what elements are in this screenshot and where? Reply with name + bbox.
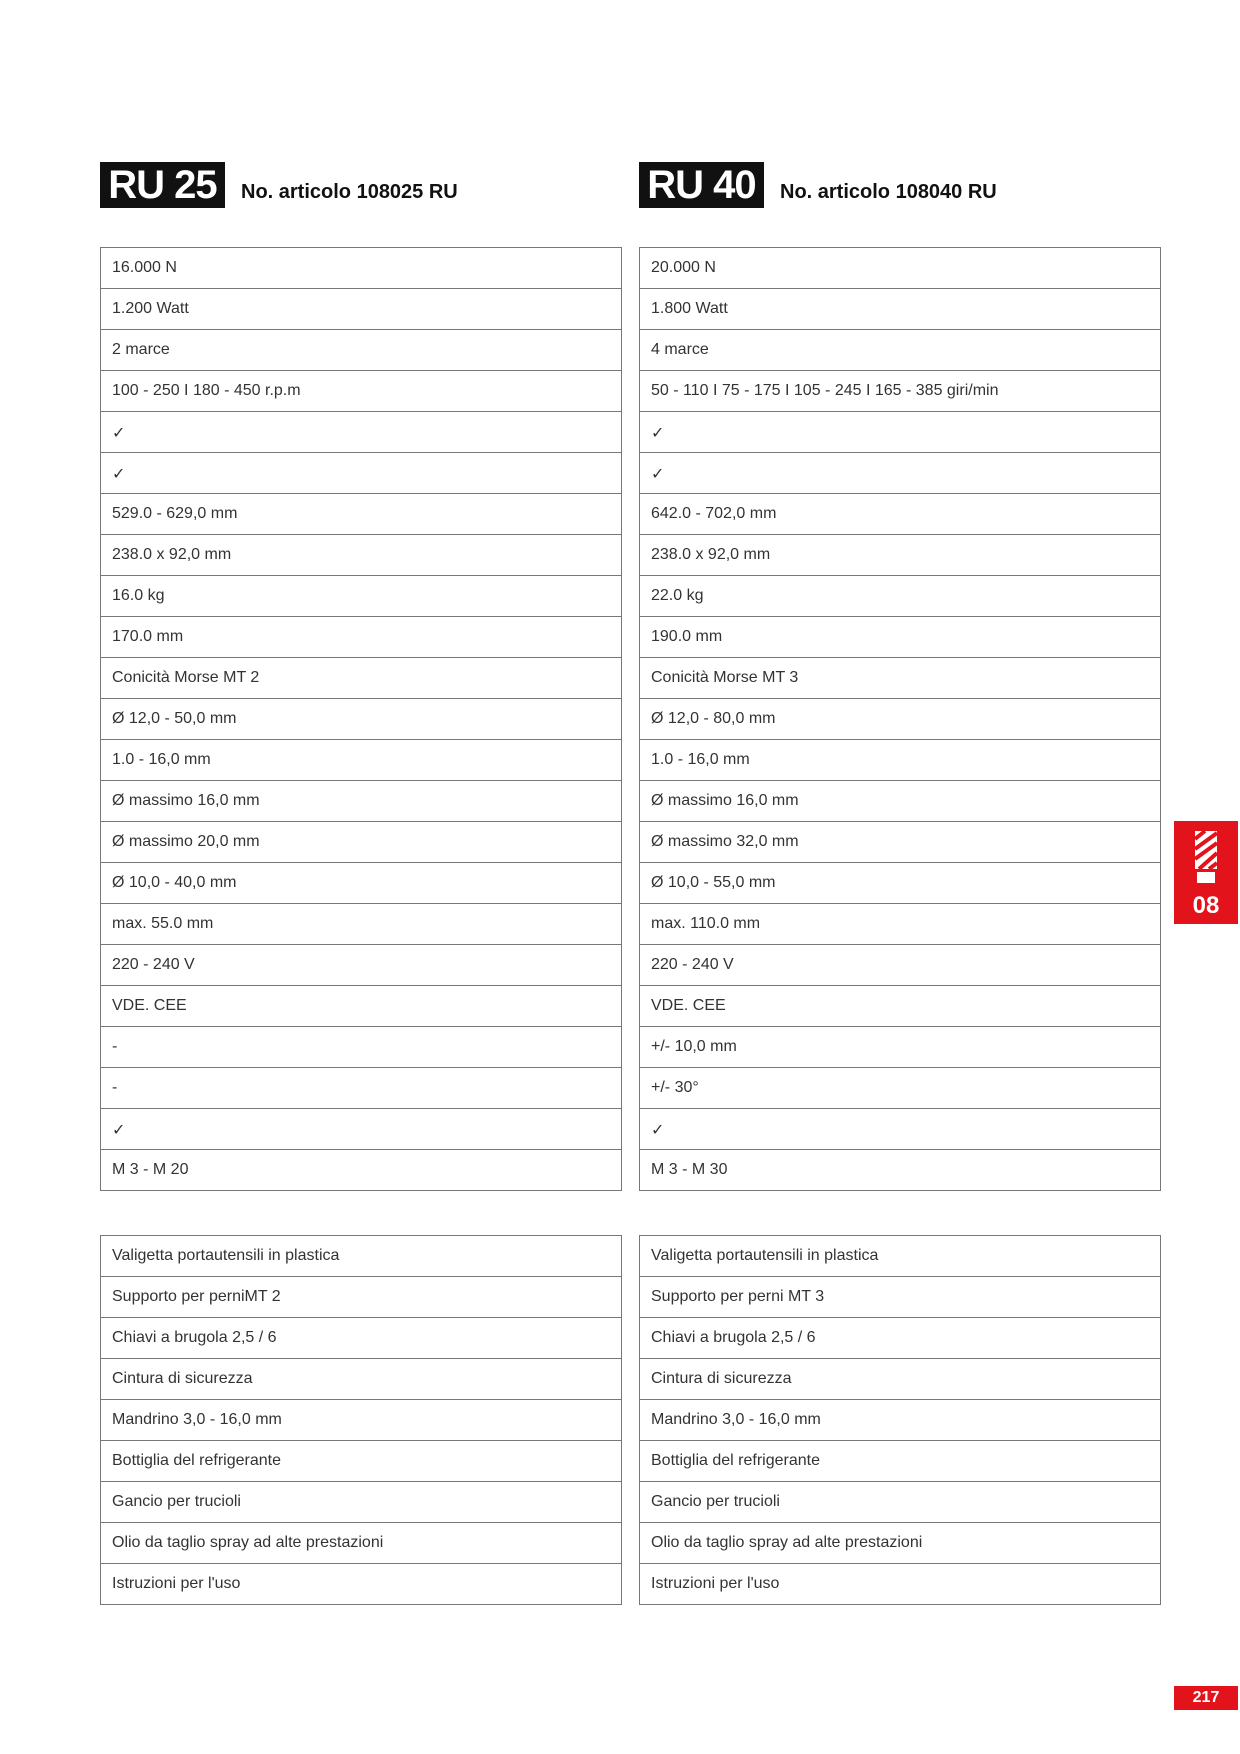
accessory-item: Bottiglia del refrigerante bbox=[640, 1441, 1161, 1482]
accessory-item: Bottiglia del refrigerante bbox=[101, 1441, 622, 1482]
spec-row bbox=[640, 945, 1161, 986]
spec-value: 4 marce bbox=[640, 330, 1161, 371]
spec-value: 238.0 x 92,0 mm bbox=[640, 535, 1161, 576]
spec-value: 642.0 - 702,0 mm bbox=[640, 494, 1161, 535]
spec-value: - bbox=[101, 1027, 622, 1068]
spec-row bbox=[640, 658, 1161, 699]
spec-row bbox=[101, 330, 622, 371]
accessory-row bbox=[640, 1441, 1161, 1482]
spec-row bbox=[101, 699, 622, 740]
spec-row bbox=[640, 986, 1161, 1027]
spec-value: Ø 12,0 - 80,0 mm bbox=[640, 699, 1161, 740]
article-number: No. articolo 108025 RU bbox=[241, 181, 458, 203]
spec-value: 220 - 240 V bbox=[101, 945, 622, 986]
accessory-row bbox=[640, 1523, 1161, 1564]
check-icon: ✓ bbox=[640, 412, 1161, 453]
spec-value: 190.0 mm bbox=[640, 617, 1161, 658]
accessory-item: Cintura di sicurezza bbox=[101, 1359, 622, 1400]
accessory-row bbox=[640, 1482, 1161, 1523]
accessory-item: Istruzioni per l'uso bbox=[101, 1564, 622, 1605]
spec-row bbox=[101, 1068, 622, 1109]
accessory-item: Gancio per trucioli bbox=[640, 1482, 1161, 1523]
spec-value: 50 - 110 I 75 - 175 I 105 - 245 I 165 - 385 giri/min bbox=[640, 371, 1161, 412]
spec-value: 20.000 N bbox=[640, 248, 1161, 289]
accessory-item: Chiavi a brugola 2,5 / 6 bbox=[101, 1318, 622, 1359]
spec-row bbox=[101, 863, 622, 904]
article-number: No. articolo 108040 RU bbox=[780, 181, 997, 203]
accessory-item: Gancio per trucioli bbox=[101, 1482, 622, 1523]
spec-value: Ø massimo 16,0 mm bbox=[101, 781, 622, 822]
accessory-row bbox=[640, 1564, 1161, 1605]
spec-row bbox=[101, 1150, 622, 1191]
spec-value: 1.200 Watt bbox=[101, 289, 622, 330]
spec-table bbox=[100, 247, 622, 1191]
spec-value: 22.0 kg bbox=[640, 576, 1161, 617]
spec-row bbox=[640, 781, 1161, 822]
spec-value: Ø massimo 16,0 mm bbox=[640, 781, 1161, 822]
spec-value: 220 - 240 V bbox=[640, 945, 1161, 986]
spec-row bbox=[101, 1109, 622, 1150]
spec-value: Conicità Morse MT 2 bbox=[101, 658, 622, 699]
spec-value: VDE. CEE bbox=[101, 986, 622, 1027]
spec-value: M 3 - M 30 bbox=[640, 1150, 1161, 1191]
spec-value: +/- 10,0 mm bbox=[640, 1027, 1161, 1068]
spec-value: 529.0 - 629,0 mm bbox=[101, 494, 622, 535]
spec-row bbox=[101, 1027, 622, 1068]
spec-row bbox=[101, 986, 622, 1027]
spec-value: 16.000 N bbox=[101, 248, 622, 289]
check-icon: ✓ bbox=[640, 1109, 1161, 1150]
accessories-table bbox=[100, 1235, 622, 1605]
accessory-row bbox=[101, 1564, 622, 1605]
spec-row bbox=[101, 617, 622, 658]
spec-value: +/- 30° bbox=[640, 1068, 1161, 1109]
spec-row bbox=[101, 822, 622, 863]
accessory-item: Supporto per perniMT 2 bbox=[101, 1277, 622, 1318]
spec-row bbox=[101, 781, 622, 822]
spec-value: max. 55.0 mm bbox=[101, 904, 622, 945]
spec-row bbox=[640, 330, 1161, 371]
accessory-item: Olio da taglio spray ad alte prestazioni bbox=[640, 1523, 1161, 1564]
spec-row bbox=[101, 371, 622, 412]
check-icon: ✓ bbox=[101, 1109, 622, 1150]
spec-row bbox=[640, 822, 1161, 863]
spec-table bbox=[639, 247, 1161, 1191]
spec-row bbox=[101, 945, 622, 986]
spec-row bbox=[640, 289, 1161, 330]
accessory-row bbox=[101, 1482, 622, 1523]
spec-row bbox=[101, 535, 622, 576]
check-icon: ✓ bbox=[640, 453, 1161, 494]
spec-row bbox=[640, 453, 1161, 494]
accessory-item: Valigetta portautensili in plastica bbox=[101, 1236, 622, 1277]
spec-value: M 3 - M 20 bbox=[101, 1150, 622, 1191]
spec-value: 238.0 x 92,0 mm bbox=[101, 535, 622, 576]
accessory-row bbox=[640, 1400, 1161, 1441]
page-number: 217 bbox=[1174, 1686, 1238, 1710]
spec-row bbox=[640, 494, 1161, 535]
spec-row bbox=[640, 576, 1161, 617]
accessory-row bbox=[101, 1236, 622, 1277]
spec-row bbox=[640, 1027, 1161, 1068]
accessory-row bbox=[640, 1277, 1161, 1318]
spec-row bbox=[101, 740, 622, 781]
spec-row bbox=[640, 904, 1161, 945]
spec-value: 100 - 250 I 180 - 450 r.p.m bbox=[101, 371, 622, 412]
spec-row bbox=[640, 1150, 1161, 1191]
spec-row bbox=[101, 412, 622, 453]
accessory-item: Chiavi a brugola 2,5 / 6 bbox=[640, 1318, 1161, 1359]
spec-row bbox=[640, 863, 1161, 904]
spec-row bbox=[640, 412, 1161, 453]
spec-row bbox=[101, 453, 622, 494]
accessory-item: Mandrino 3,0 - 16,0 mm bbox=[640, 1400, 1161, 1441]
spec-row bbox=[640, 1068, 1161, 1109]
accessory-item: Olio da taglio spray ad alte prestazioni bbox=[101, 1523, 622, 1564]
chapter-number: 08 bbox=[1192, 892, 1220, 919]
spec-value: 1.0 - 16,0 mm bbox=[640, 740, 1161, 781]
spec-row bbox=[640, 1109, 1161, 1150]
spec-value: Ø 10,0 - 40,0 mm bbox=[101, 863, 622, 904]
accessory-row bbox=[640, 1236, 1161, 1277]
spec-row bbox=[101, 289, 622, 330]
accessory-item: Mandrino 3,0 - 16,0 mm bbox=[101, 1400, 622, 1441]
spec-row bbox=[640, 535, 1161, 576]
accessory-row bbox=[640, 1359, 1161, 1400]
spec-row bbox=[101, 904, 622, 945]
drill-bit-icon bbox=[1189, 829, 1223, 885]
spec-row bbox=[640, 248, 1161, 289]
spec-value: Ø 10,0 - 55,0 mm bbox=[640, 863, 1161, 904]
model-badge: RU 40 bbox=[639, 162, 764, 208]
chapter-tab[interactable] bbox=[1174, 821, 1238, 924]
spec-value: Conicità Morse MT 3 bbox=[640, 658, 1161, 699]
spec-value: 170.0 mm bbox=[101, 617, 622, 658]
accessory-item: Cintura di sicurezza bbox=[640, 1359, 1161, 1400]
spec-value: 1.800 Watt bbox=[640, 289, 1161, 330]
check-icon: ✓ bbox=[101, 453, 622, 494]
spec-row bbox=[101, 248, 622, 289]
accessory-row bbox=[101, 1400, 622, 1441]
accessory-item: Istruzioni per l'uso bbox=[640, 1564, 1161, 1605]
spec-value: VDE. CEE bbox=[640, 986, 1161, 1027]
accessory-row bbox=[101, 1441, 622, 1482]
spec-row bbox=[640, 740, 1161, 781]
accessory-item: Valigetta portautensili in plastica bbox=[640, 1236, 1161, 1277]
spec-value: Ø massimo 32,0 mm bbox=[640, 822, 1161, 863]
spec-value: Ø massimo 20,0 mm bbox=[101, 822, 622, 863]
spec-row bbox=[640, 617, 1161, 658]
accessory-row bbox=[640, 1318, 1161, 1359]
accessory-row bbox=[101, 1523, 622, 1564]
model-badge: RU 25 bbox=[100, 162, 225, 208]
spec-row bbox=[640, 371, 1161, 412]
spec-row bbox=[640, 699, 1161, 740]
spec-value: 16.0 kg bbox=[101, 576, 622, 617]
accessory-row bbox=[101, 1359, 622, 1400]
spec-value: Ø 12,0 - 50,0 mm bbox=[101, 699, 622, 740]
spec-row bbox=[101, 494, 622, 535]
spec-value: 2 marce bbox=[101, 330, 622, 371]
spec-row bbox=[101, 576, 622, 617]
spec-value: max. 110.0 mm bbox=[640, 904, 1161, 945]
check-icon: ✓ bbox=[101, 412, 622, 453]
spec-value: 1.0 - 16,0 mm bbox=[101, 740, 622, 781]
accessories-table bbox=[639, 1235, 1161, 1605]
spec-value: - bbox=[101, 1068, 622, 1109]
spec-row bbox=[101, 658, 622, 699]
accessory-item: Supporto per perni MT 3 bbox=[640, 1277, 1161, 1318]
accessory-row bbox=[101, 1318, 622, 1359]
accessory-row bbox=[101, 1277, 622, 1318]
